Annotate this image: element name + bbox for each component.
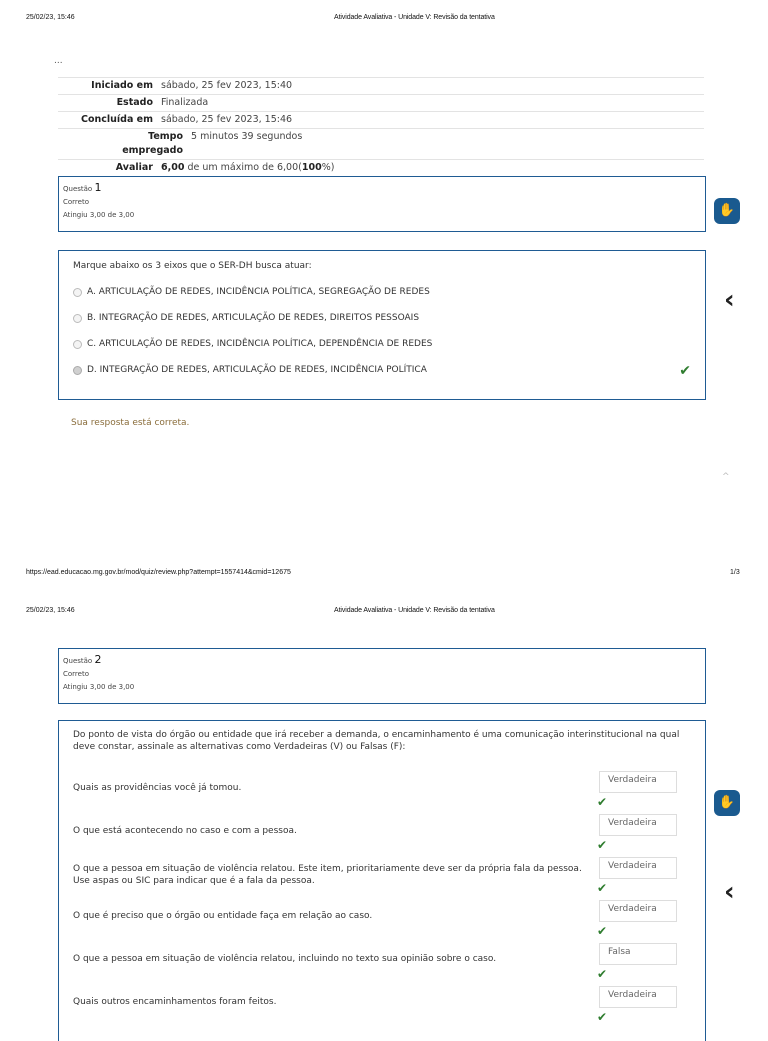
summary-row-started (58, 77, 704, 94)
question-grade: Atingiu 3,00 de 3,00 (63, 211, 135, 219)
attempt-summary-table (58, 77, 704, 176)
statement-text: O que está acontecendo no caso e com a pessoa. (73, 826, 297, 836)
option-label: D. INTEGRAÇÃO DE REDES, ARTICULAÇÃO DE REDES, INCIDÊNCIA POLÍTICA (87, 365, 427, 375)
summary-label: Concluída em (80, 114, 153, 125)
radio-button[interactable] (73, 314, 82, 323)
statement-text: O que é preciso que o órgão ou entidade faça em relação ao caso. (73, 911, 373, 921)
grade-text: de um máximo de 6,00( (184, 162, 302, 173)
summary-value: sábado, 25 fev 2023, 15:46 (161, 114, 293, 125)
feedback-correct: Sua resposta está correta. (71, 418, 190, 428)
print-url: https://ead.educacao.mg.gov.br/mod/quiz/review.php?attempt=1557414&cmid=12675 (26, 569, 291, 576)
chevron-left-icon[interactable]: ‹ (724, 285, 735, 315)
summary-label: Iniciado em (91, 80, 153, 91)
chevron-left-icon-2[interactable]: ‹ (724, 877, 735, 907)
radio-button-selected[interactable] (73, 366, 82, 375)
answer-select[interactable]: Verdadeira (599, 814, 677, 836)
question-1-content (58, 250, 706, 400)
check-icon: ✔ (597, 924, 608, 938)
check-icon: ✔ (597, 795, 608, 809)
answer-option-b[interactable] (73, 305, 691, 331)
question-label: Questão (63, 657, 93, 665)
question-number (63, 181, 701, 196)
question-2-info (58, 648, 706, 704)
summary-row-state (58, 94, 704, 111)
summary-value (157, 160, 704, 176)
check-icon: ✔ (597, 967, 608, 981)
print-date: 25/02/23, 15:46 (26, 14, 75, 21)
grade-percent: 100 (301, 162, 322, 173)
accessibility-hand-icon[interactable]: ✋ (714, 198, 740, 224)
statement-text: Quais as providências você já tomou. (73, 783, 242, 793)
answer-option-d[interactable] (73, 357, 691, 383)
print-title-2: Atividade Avaliativa - Unidade V: Revisão da tentativa (334, 607, 495, 614)
accessibility-hand-icon-2[interactable]: ✋ (714, 790, 740, 816)
summary-label: Avaliar (115, 162, 153, 173)
check-icon: ✔ (597, 838, 608, 852)
option-label: A. ARTICULAÇÃO DE REDES, INCIDÊNCIA POLÍTICA, SEGREGAÇÃO DE REDES (87, 287, 430, 297)
statement-text: O que a pessoa em situação de violência relatou, incluindo no texto sua opinião sobre o caso. (73, 954, 497, 964)
caret-up-icon[interactable]: ^ (722, 472, 730, 482)
summary-value: 5 minutos 39 segundos (191, 131, 303, 142)
ellipsis: ... (54, 56, 63, 66)
answer-select[interactable]: Verdadeira (599, 986, 677, 1008)
summary-value: sábado, 25 fev 2023, 15:40 (161, 80, 293, 91)
print-date-2: 25/02/23, 15:46 (26, 607, 75, 614)
answer-select[interactable]: Verdadeira (599, 857, 677, 879)
statement-text: Quais outros encaminhamentos foram feitos. (73, 997, 277, 1007)
statement-text: O que a pessoa em situação de violência relatou. Este item, prioritariamente deve ser da própria fala da pessoa. Use aspas ou SIC para indicar que é a fala da pessoa. (73, 864, 582, 886)
print-page-number: 1/3 (730, 569, 740, 576)
question-1-info (58, 176, 706, 232)
print-title: Atividade Avaliativa - Unidade V: Revisão da tentativa (334, 14, 495, 21)
question-number (63, 653, 701, 668)
question-number-value: 2 (94, 653, 102, 666)
question-prompt: Do ponto de vista do órgão ou entidade que irá receber a demanda, o encaminhamento é uma comunicação interinstitucional na qual deve constar, assinale as alternativas como Verdadeiras (V) ou Falsas (F): (73, 730, 680, 752)
option-label: B. INTEGRAÇÃO DE REDES, ARTICULAÇÃO DE REDES, DIREITOS PESSOAIS (87, 313, 420, 323)
question-status: Correto (63, 670, 89, 678)
question-number-value: 1 (94, 181, 102, 194)
answer-option-a[interactable] (73, 279, 691, 305)
question-prompt: Marque abaixo os 3 eixos que o SER-DH busca atuar: (73, 261, 312, 271)
question-status: Correto (63, 198, 89, 206)
check-icon: ✔ (597, 1010, 608, 1024)
check-icon: ✔ (597, 881, 608, 895)
question-2-content (58, 720, 706, 1041)
question-label: Questão (63, 185, 93, 193)
radio-button[interactable] (73, 288, 82, 297)
summary-value: Finalizada (161, 97, 209, 108)
radio-button[interactable] (73, 340, 82, 349)
option-label: C. ARTICULAÇÃO DE REDES, INCIDÊNCIA POLÍTICA, DEPENDÊNCIA DE REDES (87, 339, 433, 349)
answer-select[interactable]: Verdadeira (599, 900, 677, 922)
check-icon: ✔ (679, 363, 691, 379)
summary-row-completed (58, 111, 704, 128)
summary-label: Estado (116, 97, 153, 108)
answer-select[interactable]: Falsa (599, 943, 677, 965)
grade-text-end: %) (321, 162, 335, 173)
question-grade: Atingiu 3,00 de 3,00 (63, 683, 135, 691)
answer-select[interactable]: Verdadeira (599, 771, 677, 793)
summary-label: Tempo empregado (122, 131, 183, 156)
grade-score: 6,00 (161, 162, 185, 173)
summary-row-grade (58, 159, 704, 176)
answer-option-c[interactable] (73, 331, 691, 357)
summary-row-time (58, 128, 704, 159)
